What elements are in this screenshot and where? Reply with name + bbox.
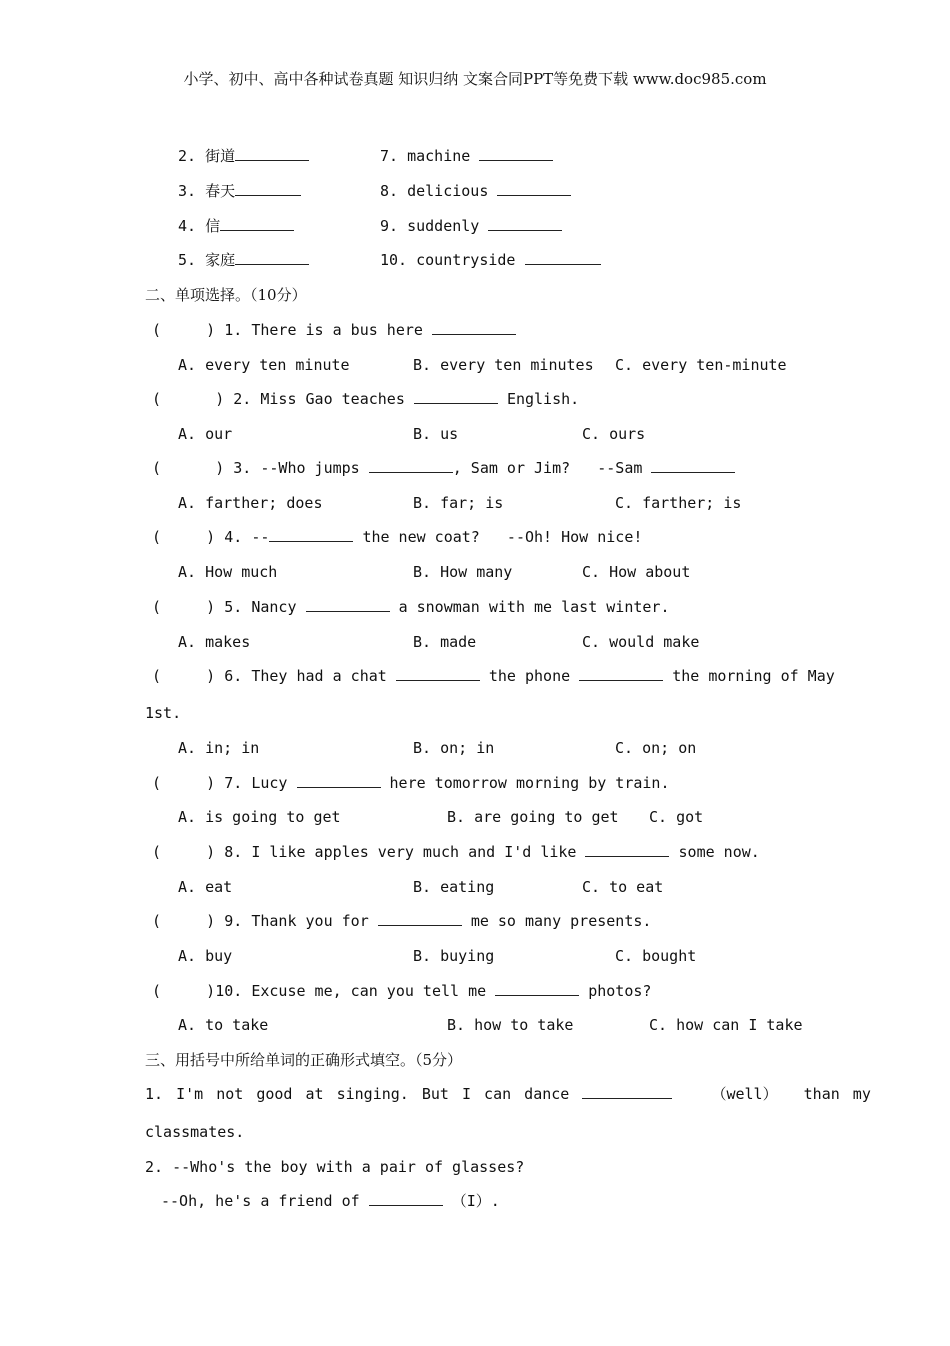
- fill-question-1: [145, 1084, 871, 1104]
- answer-blank[interactable]: [525, 250, 601, 265]
- answer-blank[interactable]: [651, 458, 735, 473]
- answer-paren[interactable]: ( ): [152, 459, 225, 477]
- vocab-item-3: [178, 181, 301, 201]
- option-b[interactable]: B. are going to get: [447, 808, 619, 826]
- answer-blank[interactable]: [269, 527, 353, 542]
- option-a[interactable]: A. every ten minute: [178, 356, 350, 374]
- option-c[interactable]: C. how can I take: [649, 1016, 803, 1034]
- option-a[interactable]: A. in; in: [178, 739, 260, 757]
- answer-blank[interactable]: [497, 181, 571, 196]
- option-c[interactable]: C. got: [649, 808, 704, 826]
- answer-paren[interactable]: ( ): [152, 667, 216, 685]
- option-b[interactable]: B. eating: [413, 878, 495, 896]
- answer-blank[interactable]: [369, 1191, 443, 1206]
- question-text: me so many presents.: [470, 912, 652, 930]
- question-8: [152, 842, 760, 862]
- answer-blank[interactable]: [396, 666, 480, 681]
- option-c[interactable]: C. every ten-minute: [615, 356, 787, 374]
- question-7: [152, 773, 670, 793]
- option-a[interactable]: A. makes: [178, 633, 251, 651]
- answer-blank[interactable]: [378, 911, 462, 926]
- question-text: here tomorrow morning by train.: [389, 774, 670, 792]
- question-text: a snowman with me last winter.: [398, 598, 670, 616]
- answer-blank[interactable]: [369, 458, 453, 473]
- question-text: than my: [803, 1085, 871, 1103]
- answer-blank[interactable]: [582, 1084, 672, 1099]
- question-text: 2. Miss Gao teaches: [233, 390, 405, 408]
- option-a[interactable]: A. our: [178, 425, 233, 443]
- option-c[interactable]: C. bought: [615, 947, 697, 965]
- question-text: 1. There is a bus here: [224, 321, 423, 339]
- fill-question-2-answer: [161, 1191, 500, 1211]
- vocab-item-text: 10. countryside: [380, 251, 516, 269]
- vocab-item-text: 9. suddenly: [380, 217, 480, 235]
- answer-paren[interactable]: ( ): [152, 528, 216, 546]
- answer-blank[interactable]: [579, 666, 663, 681]
- answer-blank[interactable]: [220, 216, 294, 231]
- question-3: [152, 458, 735, 478]
- question-text: , Sam or Jim? --Sam: [452, 459, 643, 477]
- option-c[interactable]: C. would make: [582, 633, 700, 651]
- answer-blank[interactable]: [297, 773, 381, 788]
- answer-paren[interactable]: ( ): [152, 390, 225, 408]
- vocab-item-2: [178, 146, 309, 166]
- option-b[interactable]: B. how to take: [447, 1016, 574, 1034]
- page-header: 小学、初中、高中各种试卷真题 知识归纳 文案合同PPT等免费下载 www.doc985.com: [183, 70, 767, 88]
- vocab-item-text: 8. delicious: [380, 182, 489, 200]
- question-6: [152, 666, 835, 686]
- question-text: photos?: [588, 982, 652, 1000]
- question-text: the new coat? --Oh! How nice!: [362, 528, 643, 546]
- option-b[interactable]: B. made: [413, 633, 477, 651]
- option-c[interactable]: C. farther; is: [615, 494, 742, 512]
- vocab-item-5: [178, 250, 309, 270]
- question-text: 7. Lucy: [224, 774, 288, 792]
- vocab-item-9: [380, 216, 562, 236]
- vocab-item-10: [380, 250, 601, 270]
- option-b[interactable]: B. on; in: [413, 739, 495, 757]
- vocab-item-text: 5. 家庭: [178, 251, 236, 269]
- vocab-item-text: 3. 春天: [178, 182, 236, 200]
- question-continuation: classmates.: [145, 1123, 245, 1141]
- option-c[interactable]: C. on; on: [615, 739, 697, 757]
- option-c[interactable]: C. to eat: [582, 878, 664, 896]
- answer-blank[interactable]: [235, 181, 301, 196]
- answer-blank[interactable]: [479, 146, 553, 161]
- question-text: 1. I'm not good at singing. But I can dance: [145, 1085, 570, 1103]
- question-4: [152, 527, 642, 547]
- answer-blank[interactable]: [432, 320, 516, 335]
- option-b[interactable]: B. buying: [413, 947, 495, 965]
- question-text: 8. I like apples very much and I'd like: [224, 843, 577, 861]
- answer-blank[interactable]: [235, 250, 309, 265]
- vocab-item-text: 2. 街道: [178, 147, 236, 165]
- answer-paren[interactable]: ( ): [152, 598, 216, 616]
- section2-title: 二、单项选择。（10分）: [145, 286, 307, 304]
- question-text: English.: [506, 390, 580, 408]
- vocab-item-text: 4. 信: [178, 217, 221, 235]
- question-9: [152, 911, 651, 931]
- question-text: some now.: [678, 843, 760, 861]
- option-a[interactable]: A. buy: [178, 947, 233, 965]
- question-1: [152, 320, 516, 340]
- fill-question-2: 2. --Who's the boy with a pair of glasses?: [145, 1158, 525, 1176]
- question-text: 5. Nancy: [224, 598, 297, 616]
- vocab-item-text: 7. machine: [380, 147, 471, 165]
- vocab-item-8: [380, 181, 571, 201]
- answer-blank[interactable]: [495, 981, 579, 996]
- option-a[interactable]: A. is going to get: [178, 808, 341, 826]
- question-text: 9. Thank you for: [224, 912, 369, 930]
- vocab-item-7: [380, 146, 553, 166]
- option-b[interactable]: B. far; is: [413, 494, 504, 512]
- option-c[interactable]: C. How about: [582, 563, 691, 581]
- question-text: 4. --: [224, 528, 270, 546]
- option-b[interactable]: B. How many: [413, 563, 513, 581]
- word-hint: （I）.: [451, 1192, 500, 1210]
- question-10: [152, 981, 651, 1001]
- option-a[interactable]: A. farther; does: [178, 494, 323, 512]
- option-b[interactable]: B. every ten minutes: [413, 356, 594, 374]
- option-b[interactable]: B. us: [413, 425, 459, 443]
- answer-blank[interactable]: [306, 597, 390, 612]
- answer-paren[interactable]: ( ): [152, 321, 216, 339]
- answer-paren[interactable]: ( ): [152, 912, 216, 930]
- answer-blank[interactable]: [414, 389, 498, 404]
- word-hint: （well）: [711, 1085, 778, 1103]
- question-continuation: 1st.: [145, 704, 182, 722]
- question-text: --Oh, he's a friend of: [161, 1192, 360, 1210]
- question-text: the phone: [488, 667, 571, 685]
- answer-blank[interactable]: [488, 216, 562, 231]
- option-a[interactable]: A. eat: [178, 878, 233, 896]
- option-a[interactable]: A. to take: [178, 1016, 269, 1034]
- option-c[interactable]: C. ours: [582, 425, 646, 443]
- answer-paren[interactable]: ( ): [152, 982, 216, 1000]
- answer-paren[interactable]: ( ): [152, 774, 216, 792]
- question-2: [152, 389, 579, 409]
- answer-paren[interactable]: ( ): [152, 843, 216, 861]
- vocab-item-4: [178, 216, 294, 236]
- answer-blank[interactable]: [235, 146, 309, 161]
- question-5: [152, 597, 670, 617]
- question-text: 10. Excuse me, can you tell me: [215, 982, 487, 1000]
- question-text: the morning of May: [672, 667, 835, 685]
- question-text: 6. They had a chat: [224, 667, 387, 685]
- option-a[interactable]: A. How much: [178, 563, 278, 581]
- section3-title: 三、用括号中所给单词的正确形式填空。（5分）: [145, 1051, 463, 1069]
- answer-blank[interactable]: [585, 842, 669, 857]
- question-text: 3. --Who jumps: [233, 459, 360, 477]
